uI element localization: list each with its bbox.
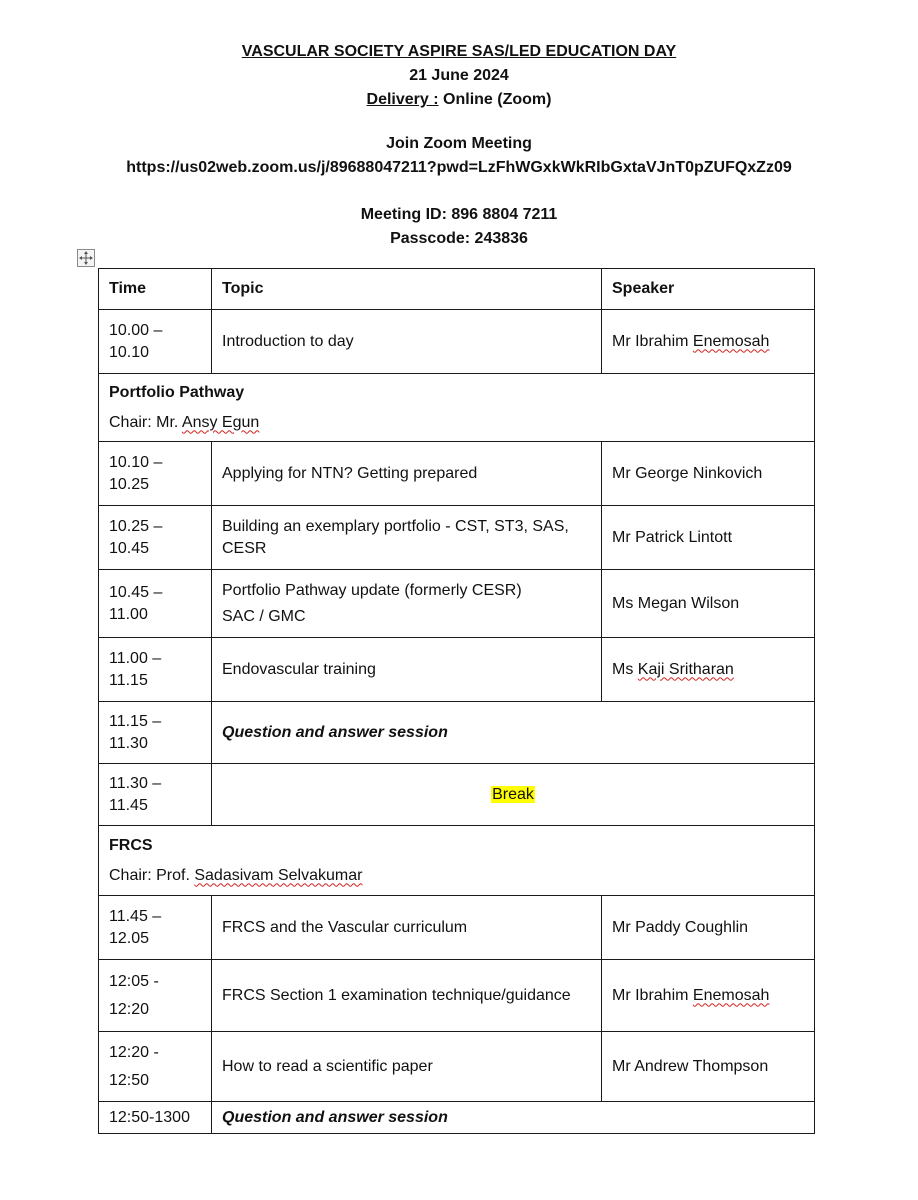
speaker-cell: Mr Patrick Lintott bbox=[602, 506, 815, 570]
agenda-table bbox=[98, 268, 815, 1134]
time-cell: 11.15 – 11.30 bbox=[99, 702, 212, 764]
time-cell: 12:05 - 12:20 bbox=[99, 960, 212, 1032]
column-header-speaker: Speaker bbox=[602, 269, 815, 310]
join-zoom-label: Join Zoom Meeting bbox=[386, 135, 532, 152]
document-header bbox=[0, 40, 918, 251]
table-move-handle[interactable] bbox=[77, 249, 95, 267]
speaker-cell: Mr George Ninkovich bbox=[602, 442, 815, 506]
time-cell: 11.00 – 11.15 bbox=[99, 638, 212, 702]
event-title: VASCULAR SOCIETY ASPIRE SAS/LED EDUCATION DAY bbox=[241, 43, 677, 60]
section-title: FRCS bbox=[109, 836, 153, 854]
speaker-cell: Mr Ibrahim Enemosah bbox=[602, 960, 815, 1032]
time-cell: 10.10 – 10.25 bbox=[99, 442, 212, 506]
time-cell: 12:20 - 12:50 bbox=[99, 1032, 212, 1102]
topic-cell: How to read a scientific paper bbox=[212, 1032, 602, 1102]
section-chair: Chair: Prof. Sadasivam Selvakumar bbox=[109, 866, 363, 884]
time-cell: 10.25 – 10.45 bbox=[99, 506, 212, 570]
delivery-value: Online (Zoom) bbox=[438, 91, 552, 108]
time-cell: 10.00 – 10.10 bbox=[99, 310, 212, 374]
topic-cell: Portfolio Pathway update (formerly CESR) SAC / GMC bbox=[212, 570, 602, 638]
qa-session-cell: Question and answer session bbox=[212, 1102, 815, 1134]
section-row-frcs bbox=[99, 826, 815, 896]
speaker-cell: Ms Megan Wilson bbox=[602, 570, 815, 638]
column-header-time: Time bbox=[99, 269, 212, 310]
section-chair: Chair: Mr. Ansy Egun bbox=[109, 413, 260, 431]
speaker-cell: Mr Ibrahim Enemosah bbox=[602, 310, 815, 374]
zoom-link[interactable]: https://us02web.zoom.us/j/89688047211?pwd=LzFhWGxkWkRIbGxtaVJnT0pZUFQxZz09 bbox=[126, 159, 792, 176]
event-date: 21 June 2024 bbox=[409, 67, 509, 84]
section-row-portfolio-pathway bbox=[99, 374, 815, 442]
table-row bbox=[99, 1102, 815, 1134]
table-header-row bbox=[99, 269, 815, 310]
table-row bbox=[99, 896, 815, 960]
table-row bbox=[99, 960, 815, 1032]
break-cell bbox=[212, 764, 815, 826]
table-row bbox=[99, 570, 815, 638]
section-cell bbox=[99, 374, 815, 442]
section-cell bbox=[99, 826, 815, 896]
meeting-id: Meeting ID: 896 8804 7211 bbox=[360, 206, 558, 223]
table-row bbox=[99, 506, 815, 570]
section-title: Portfolio Pathway bbox=[109, 383, 245, 401]
speaker-cell: Mr Paddy Coughlin bbox=[602, 896, 815, 960]
table-row bbox=[99, 702, 815, 764]
table-row bbox=[99, 1032, 815, 1102]
topic-cell: FRCS Section 1 examination technique/guidance bbox=[212, 960, 602, 1032]
time-cell: 11.45 – 12.05 bbox=[99, 896, 212, 960]
delivery-label: Delivery : bbox=[366, 91, 439, 108]
topic-cell: FRCS and the Vascular curriculum bbox=[212, 896, 602, 960]
table-row bbox=[99, 764, 815, 826]
table-row bbox=[99, 442, 815, 506]
time-cell: 11.30 – 11.45 bbox=[99, 764, 212, 826]
speaker-cell: Mr Andrew Thompson bbox=[602, 1032, 815, 1102]
break-label: Break bbox=[492, 785, 534, 803]
move-icon bbox=[78, 250, 94, 266]
speaker-cell: Ms Kaji Sritharan bbox=[602, 638, 815, 702]
passcode: Passcode: 243836 bbox=[390, 230, 528, 247]
time-cell: 12:50-1300 bbox=[99, 1102, 212, 1134]
table-row bbox=[99, 310, 815, 374]
table-row bbox=[99, 638, 815, 702]
topic-cell: Introduction to day bbox=[212, 310, 602, 374]
delivery-line bbox=[0, 88, 918, 112]
topic-cell: Building an exemplary portfolio - CST, ST3, SAS, CESR bbox=[212, 506, 602, 570]
column-header-topic: Topic bbox=[212, 269, 602, 310]
topic-cell: Endovascular training bbox=[212, 638, 602, 702]
time-cell: 10.45 – 11.00 bbox=[99, 570, 212, 638]
topic-cell: Applying for NTN? Getting prepared bbox=[212, 442, 602, 506]
qa-session-cell: Question and answer session bbox=[212, 702, 815, 764]
